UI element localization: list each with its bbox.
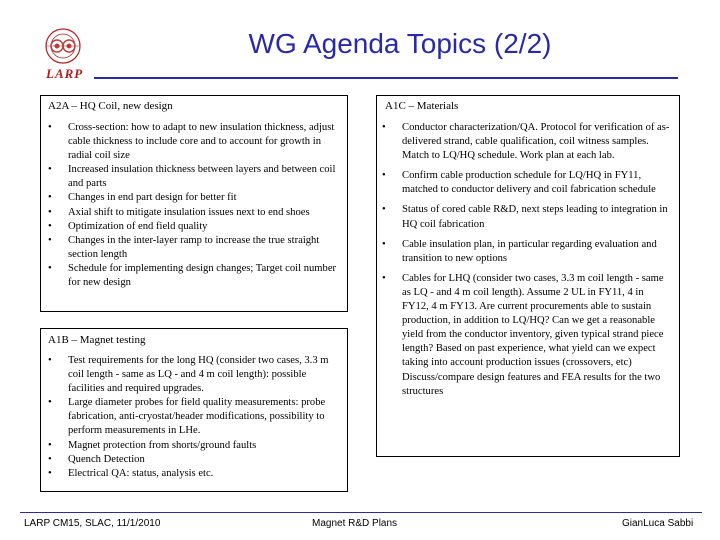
section-a1b-title: A1B – Magnet testing	[48, 334, 146, 346]
footer-left: LARP CM15, SLAC, 11/1/2010	[24, 518, 161, 529]
list-item: • Changes in end part design for better fit	[46, 191, 340, 205]
list-item: • Conductor characterization/QA. Protocol for verification of as-delivered strand, cable qualification, coil witness samples. Match to LQ/HQ schedule. Work plan at each lab.	[380, 121, 672, 163]
list-item: • Status of cored cable R&D, next steps leading to integration in HQ coil fabrication	[380, 203, 672, 231]
list-item: • Quench Detection	[46, 453, 340, 467]
list-item: • Cable insulation plan, in particular regarding evaluation and transition to new options	[380, 238, 672, 266]
section-a1c-title: A1C – Materials	[385, 100, 459, 112]
list-item: • Schedule for implementing design changes; Target coil number for new design	[46, 262, 340, 290]
list-item: • Cables for LHQ (consider two cases, 3.3 m coil length - same as LQ - and 4 m coil length). Assume 2 UL in FY11, 4 in FY12, 4 m FY13. Are current procurements able to sustain production, in addition to LQ/HQ? Can we get a reasonable yield from the conductor inventory, given typical strand piece length? Based on past experience, what yield can we expect taking into account production issues (crossovers, etc) Discuss/compare design features and FEA results for the two structures	[380, 272, 672, 399]
list-item: • Confirm cable production schedule for LQ/HQ in FY11, matched to conductor delivery and coil fabrication schedule	[380, 169, 672, 197]
section-a1b-list	[46, 354, 340, 481]
list-item: • Large diameter probes for field quality measurements: probe fabrication, anti-cryostat/header modifications, possibility to perform measurements in LHe.	[46, 396, 340, 438]
section-a2a-list	[46, 121, 340, 290]
list-item: • Increased insulation thickness between layers and between coil and parts	[46, 163, 340, 191]
section-a1c-list	[380, 121, 672, 405]
list-item: • Cross-section: how to adapt to new insulation thickness, adjust cable thickness to include core and to account for growth in radial coil size	[46, 121, 340, 163]
list-item: • Electrical QA: status, analysis etc.	[46, 467, 340, 481]
list-item: • Test requirements for the long HQ (consider two cases, 3.3 m coil length - same as LQ - and 4 m coil length): possible facilities and required upgrades.	[46, 354, 340, 396]
section-a2a-title: A2A – HQ Coil, new design	[48, 100, 173, 112]
logo-text: LARP	[46, 66, 84, 81]
list-item: • Changes in the inter-layer ramp to increase the true straight section length	[46, 234, 340, 262]
footer-center: Magnet R&D Plans	[312, 518, 398, 529]
list-item: • Axial shift to mitigate insulation issues next to end shoes	[46, 206, 340, 220]
footer-right: GianLuca Sabbi	[622, 518, 694, 529]
list-item: • Optimization of end field quality	[46, 220, 340, 234]
list-item: • Magnet protection from shorts/ground faults	[46, 439, 340, 453]
page-title: WG Agenda Topics (2/2)	[248, 28, 552, 59]
footer-divider	[20, 512, 702, 513]
title-divider	[94, 77, 678, 79]
